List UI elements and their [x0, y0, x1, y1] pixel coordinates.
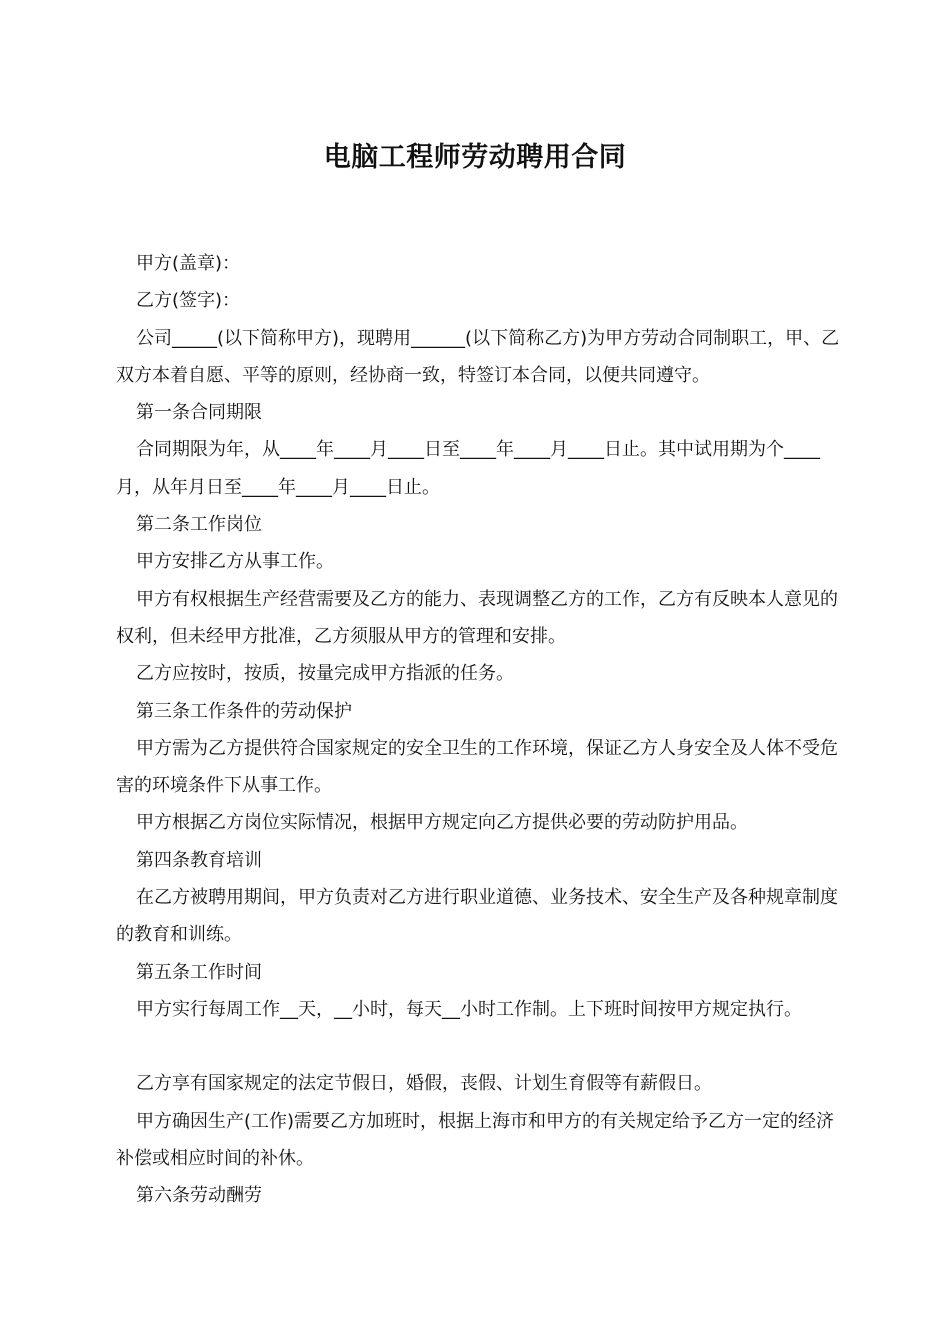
article-6-heading: 第六条劳动酬劳 [136, 1185, 262, 1207]
article-5-overtime: 甲方确因生产(工作)需要乙方加班时，根据上海市和甲方的有关规定给予乙方一定的经济补偿或相应时间的补休。 [116, 1110, 835, 1169]
article-4-training: 在乙方被聘用期间，甲方负责对乙方进行职业道德、业务技术、安全生产及各种规章制度的教育和训练。 [116, 887, 838, 946]
party-b-signature-line: 乙方(签字)： [136, 290, 241, 312]
article-3-protection: 甲方根据乙方岗位实际情况，根据甲方规定向乙方提供必要的劳动防护用品。 [136, 812, 748, 834]
article-3-environment: 甲方需为乙方提供符合国家规定的安全卫生的工作环境，保证乙方人身安全及人体不受危害的环境条件下从事工作。 [116, 737, 838, 797]
article-2-adjustment: 甲方有权根据生产经营需要及乙方的能力、表现调整乙方的工作，乙方有反映本人意见的权利，但未经甲方批准，乙方须服从甲方的管理和安排。 [116, 588, 838, 647]
article-3-heading: 第三条工作条件的劳动保护 [136, 700, 352, 722]
party-a-seal-line: 甲方(盖章)： [136, 253, 241, 274]
article-2-duties: 乙方应按时，按质，按量完成甲方指派的任务。 [136, 663, 514, 685]
article-5-heading: 第五条工作时间 [136, 961, 262, 983]
article-5-holidays: 乙方享有国家规定的法定节假日，婚假，丧假、计划生育假等有薪假日。 [136, 1073, 712, 1095]
article-1-term: 合同期限为年，从____年____月____日至____年____月____日止。其中试用期为个____月，从年月日至____年____月____日止。 [116, 439, 820, 498]
document-body [116, 245, 852, 1214]
contract-preamble: 公司_____(以下简称甲方)，现聘用______(以下简称乙方)为甲方劳动合同制职工，甲、乙双方本着自愿、平等的原则，经协商一致，特签订本合同，以便共同遵守。 [116, 327, 840, 386]
article-4-heading: 第四条教育培训 [136, 849, 262, 871]
article-1-heading: 第一条合同期限 [136, 402, 262, 424]
article-2-assignment: 甲方安排乙方从事工作。 [136, 551, 334, 573]
article-5-hours: 甲方实行每周工作__天，__小时，每天__小时工作制。上下班时间按甲方规定执行。 [136, 998, 802, 1020]
article-2-heading: 第二条工作岗位 [136, 514, 262, 536]
document-title: 电脑工程师劳动聘用合同 [323, 142, 627, 173]
